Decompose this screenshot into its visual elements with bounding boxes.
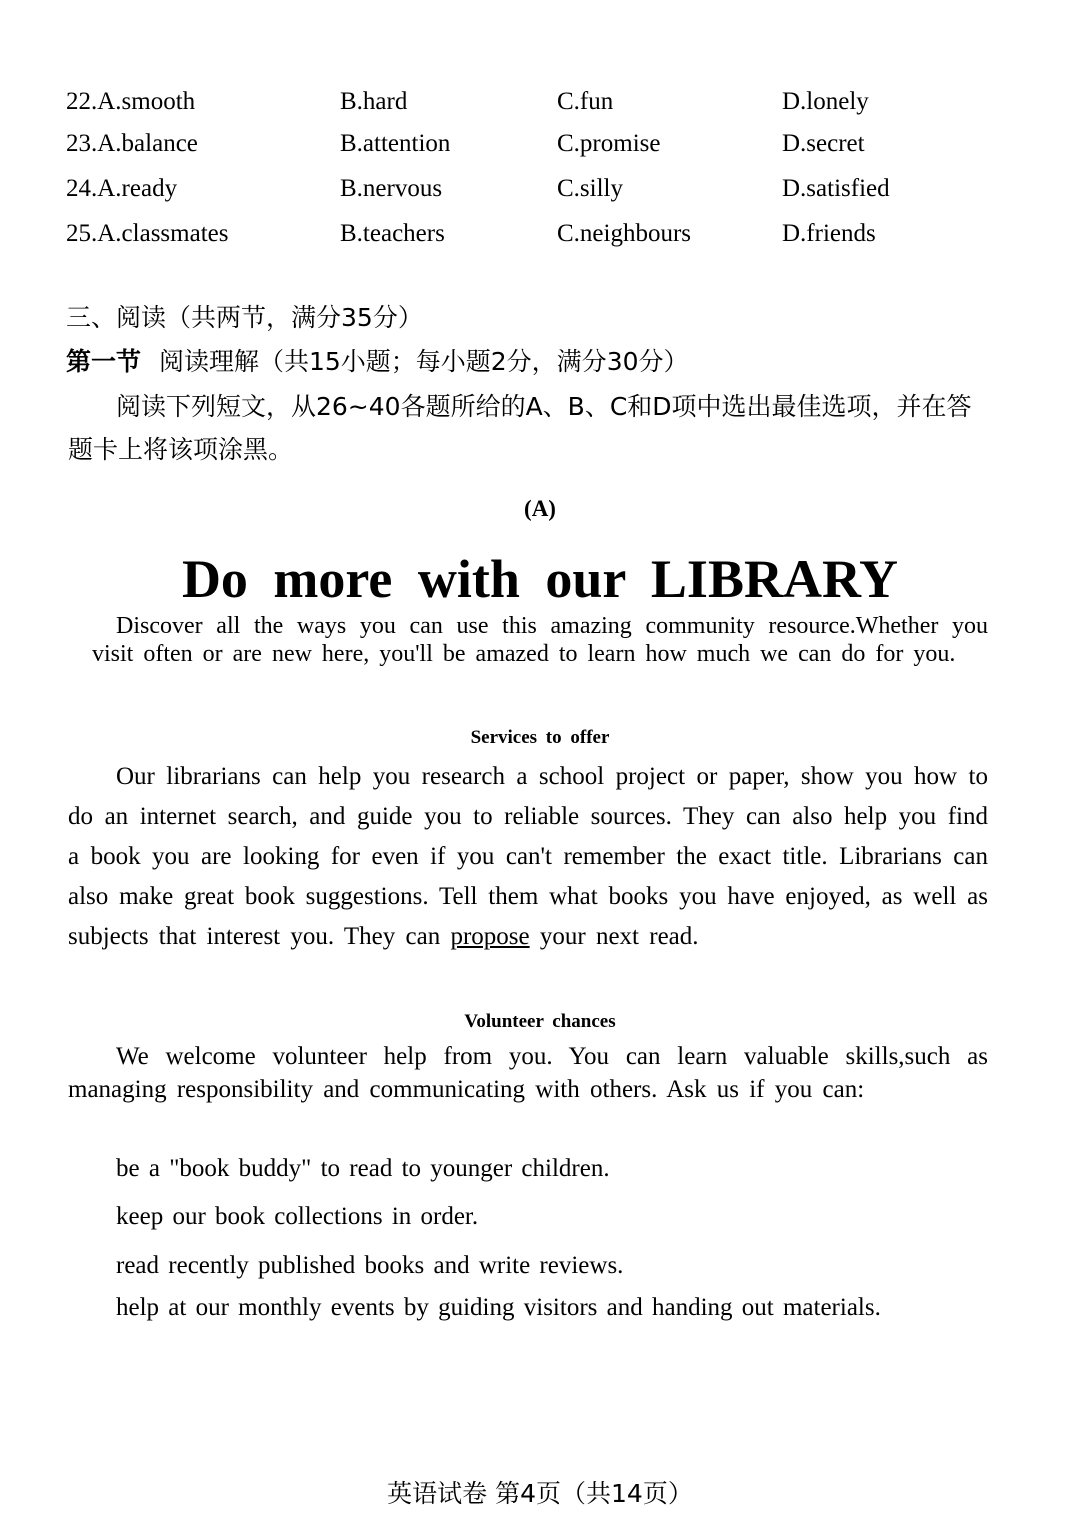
option-a: 22.A.smooth	[66, 88, 196, 115]
services-paragraph	[68, 757, 988, 957]
option-d: D.secret	[782, 130, 865, 157]
intro-text: Discover all the ways you can use this amazing community resource.Whether you visit often or are new here, you'll be amazed to learn how much we can do for you.	[92, 613, 988, 667]
passage-title: Do more with our LIBRARY	[181, 549, 899, 609]
intro-paragraph	[92, 612, 988, 668]
part-heading	[66, 342, 689, 378]
option-d: D.friends	[782, 220, 876, 247]
part-label: 第一节	[66, 347, 142, 376]
instruction-line-2: 题卡上将该项涂黑。	[68, 435, 294, 464]
instruction-line-1: 阅读下列短文，从26~40各题所给的A、B、C和D项中选出最佳选项，并在答	[116, 392, 972, 421]
option-row-24	[0, 175, 1080, 215]
list-item: keep our book collections in order.	[116, 1203, 479, 1230]
part-description: 阅读理解（共15小题；每小题2分，满分30分）	[158, 347, 689, 376]
option-c: C.promise	[557, 130, 661, 157]
option-b: B.hard	[340, 88, 408, 115]
services-text-end: your next read.	[529, 923, 699, 950]
option-b: B.nervous	[340, 175, 443, 202]
option-c: C.silly	[557, 175, 623, 202]
passage-label: (A)	[524, 496, 556, 521]
option-b: B.attention	[340, 130, 451, 157]
volunteer-text: We welcome volunteer help from you. You can learn valuable skills,such as managing responsibility and communicating with others. Ask us if you can:	[68, 1043, 988, 1103]
services-heading: Services to offer	[470, 727, 610, 748]
option-row-25	[0, 220, 1080, 260]
option-c: C.neighbours	[557, 220, 692, 247]
option-row-22	[0, 88, 1080, 128]
option-row-23	[0, 130, 1080, 170]
option-a: 23.A.balance	[66, 130, 198, 157]
option-d: D.lonely	[782, 88, 869, 115]
services-text: Our librarians can help you research a school project or paper, show you how to do an internet search, and guide you to reliable sources. They can also help you find a book you are looking for even if you can't remember the exact title. Librarians can also make great book suggestions. Tell them what books you have enjoyed, as well as subjects that interest you. They can	[68, 763, 988, 950]
option-c: C.fun	[557, 88, 614, 115]
option-d: D.satisfied	[782, 175, 890, 202]
page-footer: 英语试卷 第4页（共14页）	[387, 1479, 693, 1508]
option-a: 25.A.classmates	[66, 220, 229, 247]
option-b: B.teachers	[340, 220, 445, 247]
option-a: 24.A.ready	[66, 175, 178, 202]
section-heading: 三、阅读（共两节，满分35分）	[66, 303, 423, 332]
list-item: read recently published books and write reviews.	[116, 1252, 624, 1279]
list-item: be a "book buddy" to read to younger children.	[116, 1155, 610, 1182]
underlined-word: propose	[450, 923, 530, 950]
volunteer-heading: Volunteer chances	[464, 1011, 616, 1032]
volunteer-paragraph	[68, 1040, 988, 1106]
list-item: help at our monthly events by guiding visitors and handing out materials.	[116, 1294, 881, 1321]
